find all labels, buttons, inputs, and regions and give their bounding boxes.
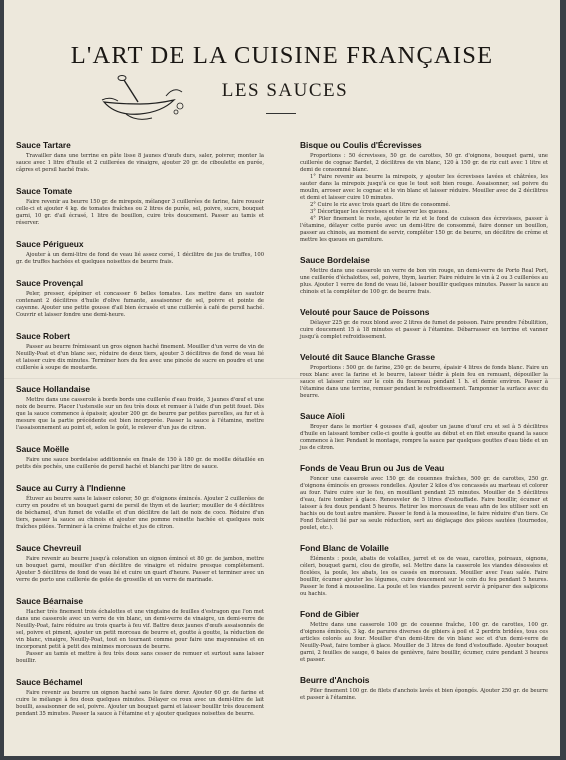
recipe-title: Sauce Provençal: [16, 278, 84, 288]
recipe-title: Sauce Moëlle: [16, 444, 70, 454]
recipe-paragraph: Mettre dans une casserole 100 gr. de couenne fraîche, 100 gr. de carottes, 100 gr. d'oignons émincés, 3 kg. de parures diverses de gibiers à poil et 2 perdrix bridées, tous ces articles colorés au four. Mouiller d'un demi-litre de vin blanc sec et d'un demi-verre de Neuilly-Poat, faire tomber à glace. Mouiller de 3 litres de fond d'estouffade. Ajouter bouquet garni, 2 feuilles de sauge, 6 baies de genièvre, faire bouillir, écumer, cuire pendant 3 heures et passer.: [300, 622, 548, 663]
recipe-title: Sauce Tartare: [16, 140, 71, 150]
recipe-title: Sauce Périgueux: [16, 239, 84, 249]
recipe-title: Fond de Gibier: [300, 609, 360, 619]
recipe-body: [300, 622, 548, 664]
recipe-paragraph: Piler finement 100 gr. de filets d'anchois lavés et bien épongés. Ajouter 250 gr. de beurre et passer à l'étamine.: [300, 688, 548, 701]
recipe-title: Sauce Hollandaise: [16, 384, 91, 394]
recipe-section: [300, 543, 548, 598]
recipe-section: [16, 483, 264, 531]
recipe-paragraph: Peler, presser, épépiner et concasser 6 belles tomates. Les mettre dans un sautoir contenant 2 décilitres d'huile d'olive fumante, assaisonner de sel, poivre et pointe de cayenne. Ajouter une petite gousse d'ail bien écrasée et une cuillerée à café de persil haché. Couvrir et laisser fondre une demi-heure.: [16, 291, 264, 318]
recipe-paragraph: 2° Cuire le riz avec trois quart de litre de consommé.: [310, 202, 451, 208]
recipe-paragraph: Faire revenir au beurre 150 gr. de mirepoix, mélanger 3 cuillerées de farine, faire roussir celle-ci et ajouter 4 kg. de tomates fraîches ou 2 litres de purée, sel, poivre, sucre, bouquet garni, 10 gr. d'ail écrasé, 1 litre de bouillon, cuire très doucement. Passer au tamis et réserver.: [16, 199, 264, 226]
recipe-paragraph: Broyer dans le mortier 4 gousses d'ail, ajouter un jaune d'œuf cru et sel à 5 décilitres d'huile en laissant tomber celle-ci goutte à goutte au début et en filet ensuite quand la sauce commence à lier. Pendant le montage, rompre la sauce par quelques gouttes d'eau tiède et un jus de citron.: [300, 424, 548, 451]
recipe-title: Fonds de Veau Brun ou Jus de Veau: [300, 463, 445, 473]
recipe-title: Sauce Béchamel: [16, 677, 83, 687]
recipe-title: Sauce Chevreuil: [16, 543, 82, 553]
recipe-paragraph: Mettre dans une casserole à bords bords une cuillerée d'eau froide, 3 jaunes d'œuf et une noix de beurre. Placer l'ustensile sur un feu très doux et remuer à l'aide d'un petit fouet. Dès que la sauce commence à épaissir, ajouter 200 gr. de beurre par petites parcelles, au fur et à mesure que la partie précédente est bien incorporée. Passer la sauce à l'étamine, mettre l'assaisonnement au point et, selon le goût, le relever d'un jus de citron.: [16, 397, 264, 431]
recipe-section: [16, 444, 264, 471]
recipe-title: Velouté dit Sauce Blanche Grasse: [300, 352, 435, 362]
recipe-paragraph: Éléments : poule, abatis de volailles, jarret et os de veau, carottes, poireaux, oignons, céleri, bouquet garni, clou de girofle, sel. Mettre dans la casserole les viandes désossées et ficelées, la poule, les abats, les os cassés en morceaux. Mouiller avec l'eau salée. Faire bouillir, écumer ajouter les légumes, cuire doucement sur le coin du feu pendant 5 heures. Passer le fond à mousseline. La poule et les viandes peuvent servir à préparer des salpicons ou hachis.: [300, 556, 548, 597]
recipe-section: [300, 352, 548, 400]
recipe-body: [16, 496, 264, 531]
recipe-paragraph: 3° Décortiquer les écrevisses et réserver les queues.: [310, 209, 449, 215]
recipe-paragraph: Proportions : 50 écrevisses, 50 gr. de carottes, 50 gr. d'oignons, bouquet garni, une cuillerée de cognac Bardet, 2 décilitres de vin blanc, 120 à 150 gr. de riz cuit avec 1 litre et demi de consommé blanc.: [300, 153, 548, 173]
recipe-body: [300, 688, 548, 702]
recipe-section: [16, 384, 264, 432]
recipe-paragraph: Hacher très finement trois échalottes et une vingtaine de feuilles d'estragon que l'on met dans une casserole avec un verre de vin blanc, un demi-verre de vinaigre, un demi-verre de Neuilly-Poat, faire réduire au trois quarts à feu vif. Battre deux jaunes d'œufs assaisonnés de sel, poivre et piment, ajouter un petit morceau de beurre et, goutte à goutte, la réduction de vin blanc, vinaigre, Neuilly-Poat, tout en tournant comme pour faire une mayonnaise et en incorporant petit à petit des minimes morceaux de beurre.: [16, 609, 264, 650]
recipe-body: [16, 690, 264, 718]
recipe-title: Fond Blanc de Volaille: [300, 543, 389, 553]
recipe-body: [300, 476, 548, 532]
recipe-title: Sauce au Curry à l'Indienne: [16, 483, 126, 493]
recipe-body: [16, 344, 264, 372]
right-column: [300, 140, 548, 713]
recipe-title: Sauce Robert: [16, 331, 70, 341]
left-column: [16, 140, 264, 730]
page-subtitle: LES SAUCES: [221, 80, 349, 101]
recipe-paragraph: Foncer une casserole avec 150 gr. de couennes fraîches, 500 gr. de carottes, 250 gr. d'oignons émincés en grosses rondelles. Ajouter 2 kilos d'os concassés au marteau et colorer au four. Faire cuire sur le feu, en mouillant pendant 25 minutes. Mouiller de 5 décilitres d'eau, faire tomber à glace. Renouveler de 5 litres d'estouffade. Faire bouillir, écumer et laisser à feu doux pendant 5 heures. Retirer les morceaux de veau afin de les utiliser soit en hachis ou de tout autre manière. Passer le fond à la mousseline, le faire réduire d'un tiers. Ce Fond Éclaircit lié par sa seule réduction, sert au déglaçage des pièces sautées (tournedos, poulet, etc.).: [300, 476, 548, 531]
recipe-paragraph: Passer au beurre frémissant un gros oignon haché finement. Mouiller d'un verre de vin de Neuilly-Poat et d'un blanc sec, réduire de deux tiers, ajouter 3 décilitres de fond de veau lié et laisser cuire dix minutes. Terminer hors du feu avec une pincée de sucre en poudre et une cuillerée à soupe de moutarde.: [16, 344, 264, 371]
recipe-body: [16, 397, 264, 432]
recipe-paragraph: Faire une sauce bordelaise additionnée en finale de 150 à 180 gr. de moëlle détaillée en petits dés pochés, une cuillerée de persil haché et blanchi par litre de sauce.: [16, 457, 264, 470]
recipe-body: [300, 268, 548, 296]
recipe-paragraph: Faire revenir au beurre jusqu'à coloration un oignon émincé et 80 gr. de jambon, mettre un bouquet garni, mouiller d'un décilitre de vinaigre et réduire presque complètement. Ajouter 5 décilitres de fond de veau lié et cuire un quart d'heure. Passer et terminer avec un verre de porto une cuillerée de gelée de groseille et un verre de marinade.: [16, 556, 264, 583]
recipe-title: Bisque ou Coulis d'Écrevisses: [300, 140, 422, 150]
recipe-title: Velouté pour Sauce de Poissons: [300, 307, 430, 317]
recipe-body: [300, 424, 548, 452]
recipe-title: Beurre d'Anchois: [300, 675, 370, 685]
recipe-section: [300, 255, 548, 296]
recipe-paragraph: Ajouter à un demi-litre de fond de veau lié assez corsé, 1 décilitre de jus de truffes, 100 gr. de truffes hachées et quelques noisettes de beurre frais.: [16, 252, 264, 265]
sauce-boat-illustration: [96, 72, 186, 122]
recipe-section: [300, 307, 548, 341]
recipe-section: [16, 331, 264, 372]
recipe-section: [300, 609, 548, 664]
recipe-paragraph: Délayer 225 gr. de roux blond avec 2 litres de fumet de poisson. Faire prendre l'ébullition, cuire doucement 15 à 18 minutes et passer à l'étamine. Débarrasser en terrine et vanner jusqu'à complet refroidissement.: [300, 320, 548, 340]
recipe-section: [300, 411, 548, 452]
recipe-section: [16, 140, 264, 174]
recipe-paragraph: Passer au tamis et mettre à feu très doux sans cesser de remuer et surtout sans laisser bouillir.: [16, 651, 264, 664]
recipe-body: [16, 556, 264, 584]
recipe-section: [300, 140, 548, 244]
recipe-section: [16, 186, 264, 227]
recipe-body: [16, 457, 264, 471]
recipe-paragraph: Étuver au beurre sans le laisser colorer, 50 gr. d'oignons émincés. Ajouter 2 cuillerées de curry en poudre et un bouquet garni de persil de thym et de laurier; mouiller de 4 décilitres de béchamel, d'un fumet de volaille et d'un décilitre de lait de noix de coco. Réduire d'un tiers, passer la sauce au chinois et ajouter une pomme reinette hachée et quelques noix fraîches pilées. Terminer à la crème fraîche et jus de citron.: [16, 496, 264, 530]
recipe-paragraph: 4° Piler finement le reste, ajouter le riz et le fond de cuisson des écrevisses, passer à l'étamine, délayer cette purée avec un demi-litre de consommé, faire donner un bouillon, passer au chinois, au moment de servir, compléter 150 gr. de beurre, un décilitre de crème et mettre les queues en garniture.: [300, 216, 548, 243]
recipe-body: [16, 153, 264, 174]
recipe-title: Sauce Bordelaise: [300, 255, 370, 265]
recipe-section: [300, 463, 548, 532]
title-rule: [266, 113, 296, 114]
recipe-body: [300, 320, 548, 341]
recipe-body: [16, 199, 264, 227]
recipe-section: [16, 543, 264, 584]
recipe-section: [16, 239, 264, 266]
recipe-body: [300, 365, 548, 400]
recipe-title: Sauce Béarnaise: [16, 596, 84, 606]
recipe-body: [16, 252, 264, 266]
recipe-body: [300, 556, 548, 598]
recipe-title: Sauce Tomate: [16, 186, 73, 196]
recipe-body: [16, 609, 264, 665]
recipe-section: [16, 677, 264, 718]
recipe-title: Sauce Aïoli: [300, 411, 345, 421]
recipe-paragraph: Mettre dans une casserole un verre de bon vin rouge, un demi-verre de Porto Real Port, une cuillerée d'échalottes, sel, poivre, thym, laurier. Faire réduire le vin à 2 ou 3 cuillerées au plus. Ajouter 1 verre de fond de veau lié, laisser bouillir quelques minutes. Passer la sauce au chinois et la compléter de 100 gr. de beurre frais.: [300, 268, 548, 295]
recipe-paragraph: 1° Faire revenir au beurre la mirepoix, y ajouter les écrevisses lavées et châtrées, les sauter dans la mirepoix jusqu'à ce que le tout soit bien rouge. Assaisonner, sel poivre du moulin, arroser avec le cognac et le vin blanc et laisser réduire. Mouiller avec de 2 décilitres et demi et laisser cuire 10 minutes.: [300, 174, 548, 201]
recipe-paragraph: Faire revenir au beurre un oignon haché sans le faire dorer. Ajouter 60 gr. de farine et cuire le mélange à feu doux quelques minutes. Délayer ce roux avec un demi-litre de lait bouilli, assaisonner de sel, poivre. Ajouter un bouquet garni et laisser bouillir très doucement pendant 35 minutes. Passer la sauce à l'étamine et y ajouter quelques noisettes de beurre.: [16, 690, 264, 717]
recipe-section: [16, 278, 264, 319]
recipe-section: [300, 675, 548, 702]
recipe-paragraph: Travailler dans une terrine en pâte lisse 8 jaunes d'œufs durs, saler, poivrer, monter la sauce avec 1 litre d'huile et 2 cuillerées de vinaigre, ajouter 20 gr. de ciboulette en purée, câpres et persil haché frais.: [16, 153, 264, 173]
recipe-paragraph: Proportions : 500 gr. de farine, 250 gr. de beurre, épaisir 4 litres de fonds blanc. Faire un roux blanc avec la farine et le beurre, laisser tiédir à plein feu en remuant, dépouiller la sauce et laisser cuire sur le coin du fourneau pendant 1 h. et demie environ. Passer à l'étamine dans une terrine, remuer pendant le refroidissement. Tamponner la surface avec du beurre.: [300, 365, 548, 399]
recipe-body: [300, 153, 548, 244]
recipe-page: [4, 0, 560, 756]
page-title: L'ART DE LA CUISINE FRANÇAISE: [70, 42, 494, 69]
recipe-section: [16, 596, 264, 665]
recipe-body: [16, 291, 264, 319]
